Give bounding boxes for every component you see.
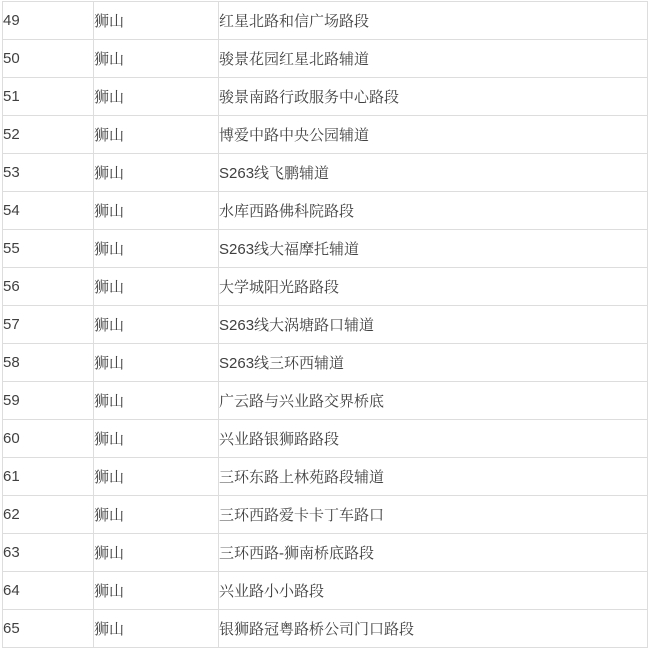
road-segment-table (2, 1, 648, 648)
town-cell: 狮山 (94, 344, 219, 382)
road-name-cell: S263线大福摩托辅道 (219, 230, 648, 268)
table-row (3, 572, 648, 610)
road-name-cell: 骏景南路行政服务中心路段 (219, 78, 648, 116)
town-cell: 狮山 (94, 458, 219, 496)
row-number-cell: 59 (3, 382, 94, 420)
table-row (3, 306, 648, 344)
town-cell: 狮山 (94, 306, 219, 344)
road-name-cell: 三环西路-狮南桥底路段 (219, 534, 648, 572)
row-number-cell: 51 (3, 78, 94, 116)
road-name-cell: 兴业路小小路段 (219, 572, 648, 610)
town-cell: 狮山 (94, 572, 219, 610)
road-name-cell: 水库西路佛科院路段 (219, 192, 648, 230)
table-row (3, 534, 648, 572)
row-number-cell: 52 (3, 116, 94, 154)
row-number-cell: 56 (3, 268, 94, 306)
road-name-cell: 大学城阳光路路段 (219, 268, 648, 306)
road-name-cell: 骏景花园红星北路辅道 (219, 40, 648, 78)
town-cell: 狮山 (94, 2, 219, 40)
table-row (3, 154, 648, 192)
table-row (3, 2, 648, 40)
road-name-cell: 广云路与兴业路交界桥底 (219, 382, 648, 420)
table-row (3, 268, 648, 306)
road-segment-table-grid (2, 1, 648, 648)
town-cell: 狮山 (94, 382, 219, 420)
row-number-cell: 54 (3, 192, 94, 230)
town-cell: 狮山 (94, 534, 219, 572)
town-cell: 狮山 (94, 420, 219, 458)
row-number-cell: 61 (3, 458, 94, 496)
row-number-cell: 64 (3, 572, 94, 610)
road-name-cell: 银狮路冠粤路桥公司门口路段 (219, 610, 648, 648)
row-number-cell: 65 (3, 610, 94, 648)
table-row (3, 116, 648, 154)
table-row (3, 420, 648, 458)
road-name-cell: S263线大涡塘路口辅道 (219, 306, 648, 344)
table-row (3, 610, 648, 648)
row-number-cell: 50 (3, 40, 94, 78)
road-name-cell: S263线三环西辅道 (219, 344, 648, 382)
town-cell: 狮山 (94, 610, 219, 648)
road-name-cell: 博爱中路中央公园辅道 (219, 116, 648, 154)
table-row (3, 230, 648, 268)
table-row (3, 458, 648, 496)
row-number-cell: 53 (3, 154, 94, 192)
table-row (3, 382, 648, 420)
row-number-cell: 57 (3, 306, 94, 344)
road-name-cell: S263线飞鹏辅道 (219, 154, 648, 192)
row-number-cell: 60 (3, 420, 94, 458)
town-cell: 狮山 (94, 496, 219, 534)
road-name-cell: 红星北路和信广场路段 (219, 2, 648, 40)
table-row (3, 192, 648, 230)
row-number-cell: 49 (3, 2, 94, 40)
row-number-cell: 62 (3, 496, 94, 534)
table-row (3, 78, 648, 116)
town-cell: 狮山 (94, 230, 219, 268)
road-name-cell: 三环西路爱卡卡丁车路口 (219, 496, 648, 534)
town-cell: 狮山 (94, 40, 219, 78)
table-row (3, 496, 648, 534)
road-name-cell: 兴业路银狮路路段 (219, 420, 648, 458)
town-cell: 狮山 (94, 268, 219, 306)
row-number-cell: 58 (3, 344, 94, 382)
road-name-cell: 三环东路上林苑路段辅道 (219, 458, 648, 496)
town-cell: 狮山 (94, 192, 219, 230)
table-row (3, 344, 648, 382)
table-row (3, 40, 648, 78)
row-number-cell: 55 (3, 230, 94, 268)
row-number-cell: 63 (3, 534, 94, 572)
town-cell: 狮山 (94, 154, 219, 192)
town-cell: 狮山 (94, 116, 219, 154)
town-cell: 狮山 (94, 78, 219, 116)
